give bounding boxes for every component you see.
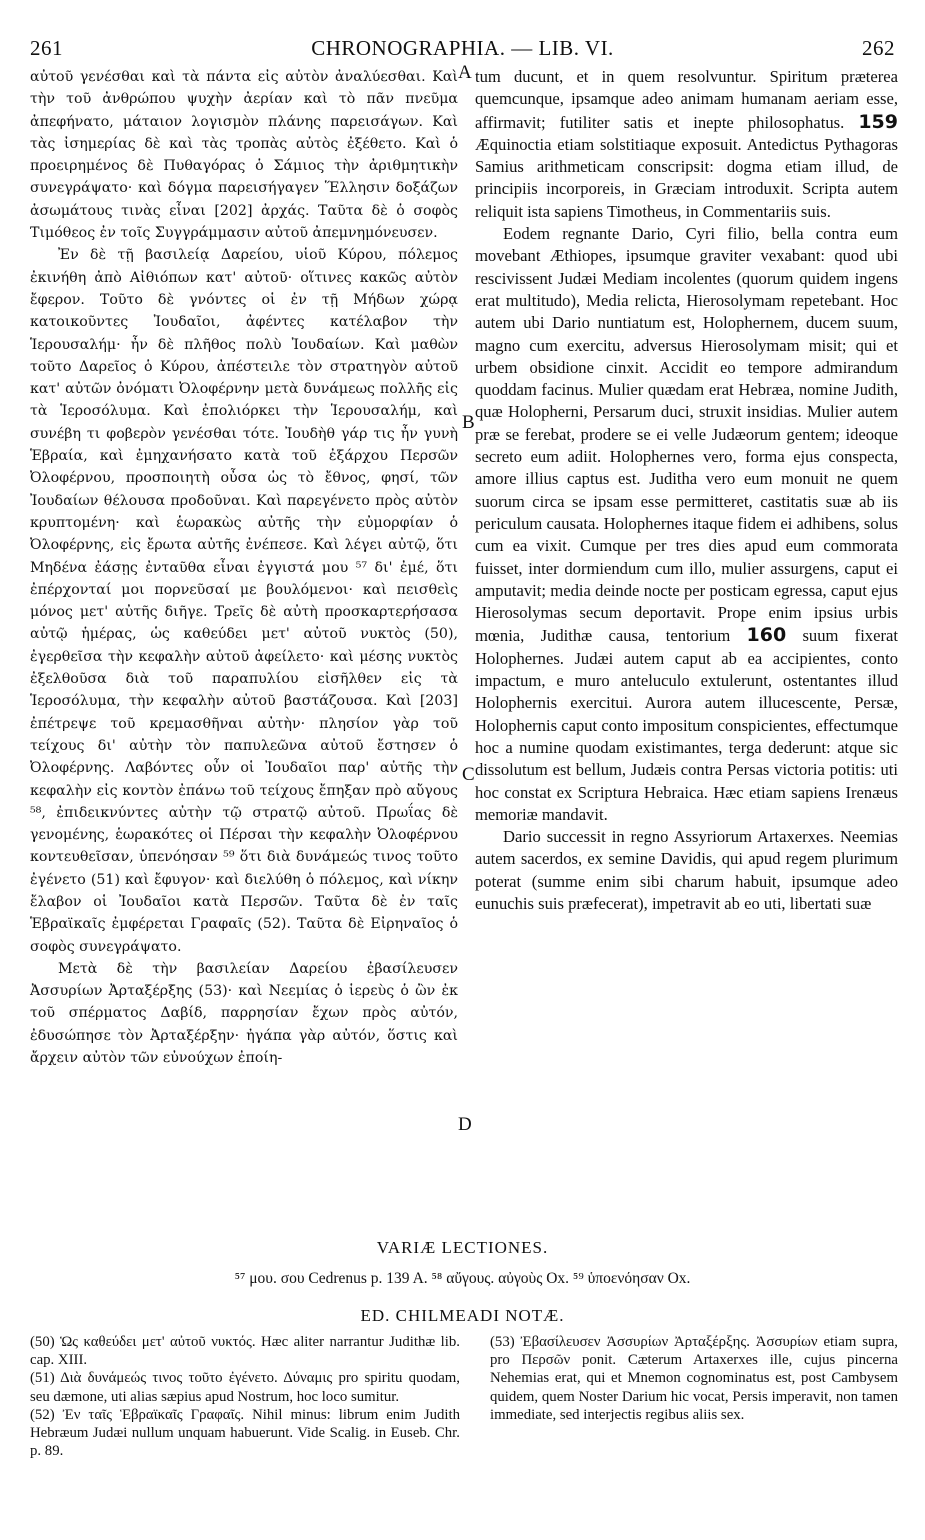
latin-paragraph-1-part-1: tum ducunt, et in quem resolvuntur. Spiritum præterea quemcunque, ipsamque adeo animam humanam aeriam esse, affirmavit; futiliter satis et inepte philosophatus. [475,67,898,132]
variae-lectiones-heading: VARIÆ LECTIONES. [376,1238,549,1257]
notes-left-column [30,1333,460,1460]
margin-mark-a: A [458,62,472,83]
note-52: (52) Ἐν ταῖς Ἑβραϊκαῖς Γραφαῖς. Nihil minus: librum enim Judith Hebræum Judæi nullum unquam habuerunt. Vide Scalig. in Euseb. Chr. p. 89. [30,1406,460,1460]
page-number-right: 262 [862,36,895,60]
note-53: (53) Ἐβασίλευσεν Ἀσσυρίων Ἀρταξέρξης. Ἀσσυρίων etiam supra, pro Περσῶν ponit. Cæterum Artaxerxes ille, cujus pincerna Nehemias erat, qui et Mnemon cognominatus est, post Cambysem quidem, quem Noster Darium hic vocat, Persis imperavit, non tamen immediate, sed interjectis regibus aliis sex. [490,1334,898,1423]
variae-lectiones-line: ⁵⁷ μου. σου Cedrenus p. 139 A. ⁵⁸ αὔγους. αὐγοὺς Ox. ⁵⁹ ὑποενόησαν Ox. [234,1270,691,1287]
greek-paragraph-2: Ἐν δὲ τῇ βασιλείᾳ Δαρείου, υἱοῦ Κύρου, πόλεμος ἐκινήθη ἀπὸ Αἰθιόπων κατ' αὐτοῦ· οἵτινες κακῶς αὐτὸν ἔφερον. Τοῦτο δὲ γνόντες οἱ ἐν τῇ Μήδων χώρᾳ κατοικοῦντες Ἰουδαῖοι, ἀφέντες κατέλαβον τὴν Ἱερουσαλήμ· ἦν δὲ πλῆθος πολὺ Ἰουδαίων. Καὶ μαθὼν τοῦτο Δαρεῖος ὁ Κύρου, ἀπέστειλε τὸν στρατηγὸν αὐτοῦ κατ' αὐτῶν ὀνόματι Ὀλοφέρνην μετὰ δυνάμεως πολλῆς εἰς τὰ Ἱεροσόλυμα. Καὶ ἐπολιόρκει τὴν Ἱερουσαλήμ, καὶ συνέβη τι φοβερὸν γενέσθαι τότε. Ἰουδὴθ γάρ τις ἦν γυνὴ Ἑβραία, καὶ ἐμηχανήσατο κατὰ τοῦ ἐξάρχου Περσῶν Ὀλοφέρνου, προσποιητὴ οὖσα ὡς τὸ ἔθνος, φησί, τῶν Ἰουδαίων θέλουσα προδοῦναι. Καὶ παρεγένετο πρὸς αὐτὸν κρυπτομένη· καὶ ἑωρακὼς αὐτῆς τὴν εὐμορφίαν ὁ Ὀλοφέρνης, εἰς ἔρωτα αὐτῆς ἐνέπεσε. Καὶ λέγει αὐτῷ, ὅτι Μηδένα ἐάσῃς ἐνταῦθα εἶναι ἐγγιστά μου ⁵⁷ δι' ἐμέ, ὅτι ἐπέρχονταί μοι πορνεῦσαί με βουλόμενοι· καὶ πεισθεὶς μόνος μετ' αὐτῆς διῆγε. Τρεῖς δὲ αὐτὴ προσκαρτερήσασα αὐτῷ ἡμέρας, ὡς καθεύδει μετ' αὐτοῦ νυκτὸς (50), ἐγερθεῖσα τὴν κεφαλὴν αὐτοῦ ἀφείλετο· καὶ μέσης νυκτὸς ἐξελθοῦσα διὰ τοῦ παραπυλίου εἰσῆλθεν εἰς τὰ Ἱεροσόλυμα, τὴν κεφαλὴν αὐτοῦ βαστάζουσα. Καὶ [203] ἐπέτρεψε τοῦ κρεμασθῆναι αὐτὴν· πλησίον γὰρ τοῦ τείχους δι' αὐτὴν τὸν παπυλεῶνα αὐτοῦ ἔστησεν ὁ Ὀλοφέρνης. Λαβόντες οὖν οἱ Ἰουδαῖοι παρ' αὐτῆς τὴν κεφαλὴν εἰς κοντὸν ἐπάνω τοῦ τείχους ἔπηξαν πρὸ αὔγους ⁵⁸, ἐπιδεικνύντες αὐτὴν τῷ στρατῷ αὐτοῦ. Πρωΐας δὲ γενομένης, ἑωρακότες οἱ Πέρσαι τὴν κεφαλὴν Ὀλοφέρνου κοντευθεῖσαν, ὑπενόησαν ⁵⁹ ὅτι διὰ δυνάμεώς τινος τοῦτο ἐγένετο (51) καὶ ἔφυγον· καὶ διελύθη ὁ πόλεμος, καὶ νίκην ἔλαβον οἱ Ἰουδαῖοι κατὰ Περσῶν. Ταῦτα δὲ ἐν ταῖς Ἑβραϊκαῖς ἐμφέρεται Γραφαῖς (52). Ταῦτα δὲ Εἰρηναῖος ὁ σοφὸς συνεγράψατο. [30,247,458,955]
latin-paragraph-2 [475,223,898,826]
latin-paragraph-1-part-2: Æquinoctia etiam solstitiaque exposuit. Antedictus Pythagoras Samius arithmeticam conscripsit: dogma etiam illud, de principiis incorporeis, in Græciam introduxit. Scripta autem reliquit ista sapiens Timotheus, in Commentariis suis. [475,134,898,221]
notes-right-column [490,1333,898,1424]
notae-heading: ED. CHILMEADI NOTÆ. [360,1306,565,1325]
greek-paragraph-1: αὐτοῦ γενέσθαι καὶ τὰ πάντα εἰς αὐτὸν ἀναλύεσθαι. Καὶ τὴν τοῦ ἀνθρώπου ψυχὴν ἀερίαν καὶ τὸ πᾶν πνεῦμα ἀπεφήνατο, μάταιον λογισμὸν πλάνης παρεισάγων. Καὶ τὰς ἰσημερίας δὲ καὶ τὰς τροπὰς αὐτὸς ἐξέθετο. Καὶ ὁ προειρημένος δὲ Πυθαγόρας ὁ Σάμιος τὴν ἀριθμητικὴν συνεγράψατο· καὶ δόγμα παρεισήγαγεν Ἕλλησιν δοξάζων ἀσωμάτους τινὰς εἶναι [202] ἀρχάς. Ταῦτα δὲ ὁ σοφὸς Τιμόθεος ἐν τοῖς Συγγράμμασιν αὐτοῦ ἀπεμνημόνευσεν. [30,69,458,242]
latin-paragraph-1 [475,66,898,223]
latin-paragraph-3: Dario successit in regno Assyriorum Artaxerxes. Neemias autem sacerdos, ex semine Davidis, qui apud regem plurimum poterat (summe enim sibi charum habuit, ipsumque adeo eunuchis suis præfecerat), impetravit ab eo uti, libertati suæ [475,827,898,913]
running-title: CHRONOGRAPHIA. — LIB. VI. [311,36,614,60]
note-50: (50) Ὡς καθεύδει μετ' αὐτοῦ νυκτός. Hæc aliter narrantur Judithæ lib. cap. XIII. [30,1334,460,1369]
greek-column [30,66,458,1069]
latin-column [475,66,898,915]
margin-mark-c: C [462,764,475,785]
column-number-159: 159 [858,110,898,133]
page-number-left: 261 [30,36,63,60]
note-51: (51) Διὰ δυνάμεώς τινος τοῦτο ἐγένετο. Δύναμις pro spiritu quodam, seu dæmone, uti alias sæpius apud Nostrum, hoc loco sumitur. [30,1370,460,1405]
latin-paragraph-2-part-2: suum fixerat Holophernes. Judæi autem caput ab ea accipientes, conto impactum, e muro anteluculo extulerunt, ostentantes illud Holophernis exercitui. Aurora autem illucescente, Persæ, Holophernis caput conto impositum conspicientes, effectumque hoc a numine quodam existimantes, terga dederunt: atque sic dissolutum est bellum, Judæis contra Persas victoria potitis: uti hoc constat ex Scriptura Hebraica. Hæc etiam sapiens Irenæus memoriæ mandavit. [475,626,898,824]
greek-paragraph-3: Μετὰ δὲ τὴν βασιλείαν Δαρείου ἐβασίλευσεν Ἀσσυρίων Ἀρταξέρξης (53)· καὶ Νεεμίας ὁ ἱερεὺς ὁ ὢν ἐκ τοῦ σπέρματος Δαβίδ, παρρησίαν ἔχων πρὸς αὐτόν, ἐδυσώπησε τὸν Ἀρταξέρξην· ἠγάπα γὰρ αὐτόν, ὅστις καὶ ἄρχειν αὐτὸν τῶν εὐνούχων ἐποίη- [30,960,458,1067]
margin-mark-b: B [462,412,475,433]
margin-mark-d: D [458,1114,472,1135]
latin-paragraph-2-part-1: Eodem regnante Dario, Cyri filio, bella contra eum movebant Æthiopes, ipsumque graviter vexabant: quod ubi rescivissent Judæi Mediam incolentes (quorum quidem ingens erat multitudo), Media relicta, Hierosolymam repetebant. Hoc autem ubi Dario nuntiatum est, Holophernem, ducem suum, magno cum exercitu, adversus Hierosolymam misit; qui et urbem obsidione cinxit. Accidit eo tempore admirandum quoddam facinus. Mulier quædam erat Hebræa, nomine Judith, quæ Holopherni, Persarum duci, struxit insidias. Mulier autem præ se ferebat, prodere se ei velle Judæorum gentem; ideoque secreto eum adiit. Holophernes vero, forma ejus conspecta, amore illius captus est. Juditha vero eum monuit ne quem suorum circa se ipsam esse permitteret, castitatis suæ ab iis periculum causata. Holophernes itaque fidem ei adhibens, solus cum ea vixit. Cumque per tres dies apud eum commorata fuisset, inter dormiendum cum illo, mulier assurgens, caput ei amputavit; media deinde nocte per posticam egressa, caput ejus Hierosolymas secum deportavit. Prope enim ipsius urbis mœnia, Judithæ causa, tentorium [475,224,898,646]
column-number-160: 160 [746,624,787,647]
